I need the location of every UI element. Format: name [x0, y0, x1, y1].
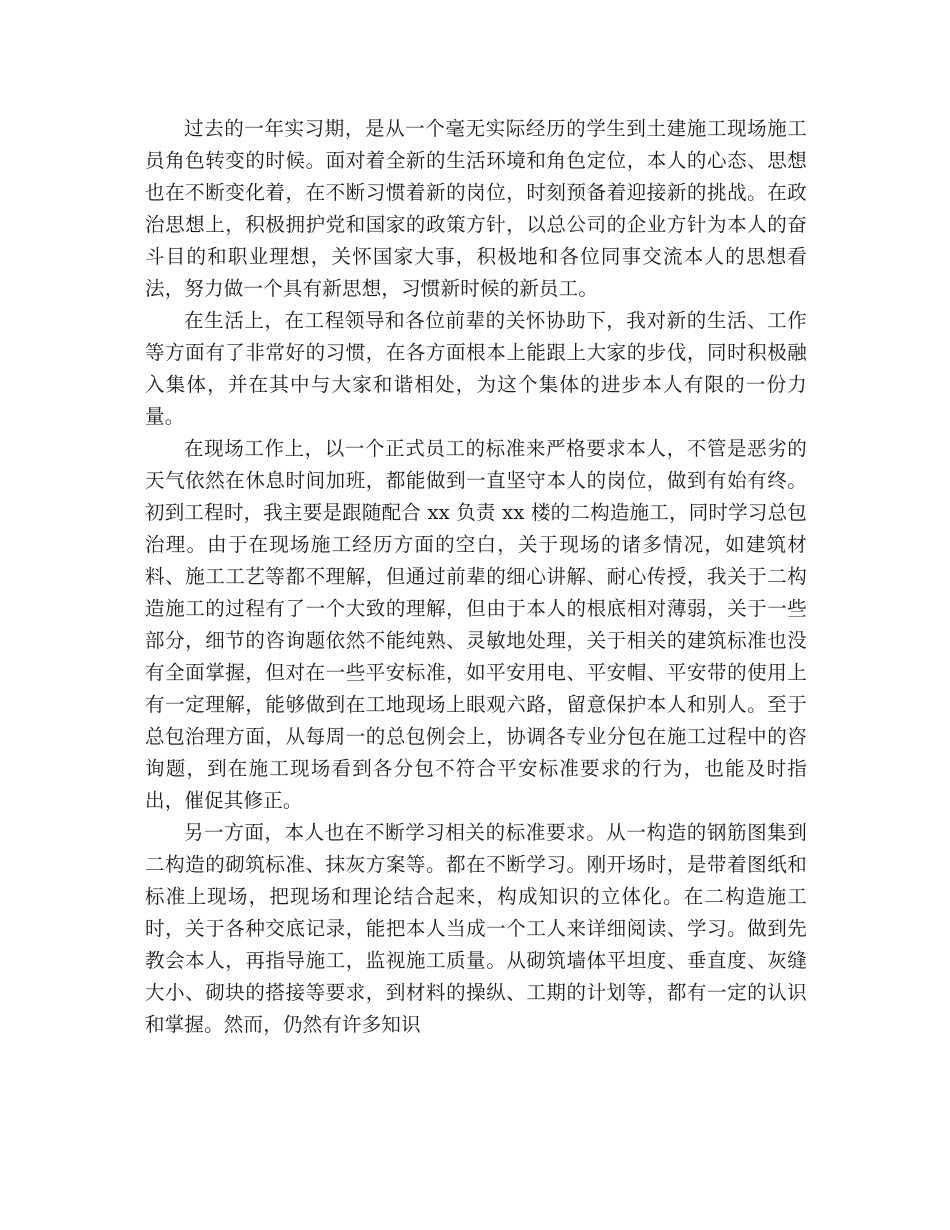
paragraph-internship-overview: 过去的一年实习期，是从一个毫无实际经历的学生到土建施工现场施工员角色转变的时候。面对着全新的生活环境和角色定位，本人的心态、思想也在不断变化着，在不断习惯着新的岗位，时刻预备着迎接新的挑战。在政治思想上，积极拥护党和国家的政策方针，以总公司的企业方针为本人的奋斗目的和职业理想，关怀国家大事，积极地和各位同事交流本人的思想看法，努力做一个具有新思想，习惯新时候的新员工。 — [145, 117, 807, 300]
paragraph-standards-study: 另一方面，本人也在不断学习相关的标准要求。从一构造的钢筋图集到二构造的砌筑标准、抹灰方案等。都在不断学习。刚开场时，是带着图纸和标准上现场，把现场和理论结合起来，构成知识的立体化。在二构造施工时，关于各种交底记录，能把本人当成一个工人来详细阅读、学习。做到先教会本人，再指导施工，监视施工质量。从砌筑墙体平坦度、垂直度、灰缝大小、砌块的搭接等要求，到材料的操纵、工期的计划等，都有一定的认识和掌握。然而，仍然有许多知识 — [145, 821, 807, 1036]
document-body — [145, 113, 807, 1041]
paragraph-daily-life: 在生活上，在工程领导和各位前辈的关怀协助下，我对新的生活、工作等方面有了非常好的习惯，在各方面根本上能跟上大家的步伐，同时积极融入集体，并在其中与大家和谐相处，为这个集体的进步本人有限的一份力量。 — [145, 309, 807, 428]
paragraph-site-work: 在现场工作上，以一个正式员工的标准来严格要求本人，不管是恶劣的天气依然在休息时间加班，都能做到一直坚守本人的岗位，做到有始有终。初到工程时，我主要是跟随配合 xx 负责 xx 楼的二构造施工，同时学习总包治理。由于在现场施工经历方面的空白，关于现场的诸多情况，如建筑材料、施工工艺等都不理解，但通过前辈的细心讲解、耐心传授，我关于二构造施工的过程有了一个大致的理解，但由于本人的根底相对薄弱，关于一些部分，细节的咨询题依然不能纯熟、灵敏地处理，关于相关的建筑标准也没有全面掌握，但对在一些平安标准，如平安用电、平安帽、平安带的使用上有一定理解，能够做到在工地现场上眼观六路，留意保护本人和别人。至于总包治理方面，从每周一的总包例会上，协调各专业分包在施工过程中的咨询题，到在施工现场看到各分包不符合平安标准要求的行为，也能及时指出，催促其修正。 — [145, 437, 807, 812]
